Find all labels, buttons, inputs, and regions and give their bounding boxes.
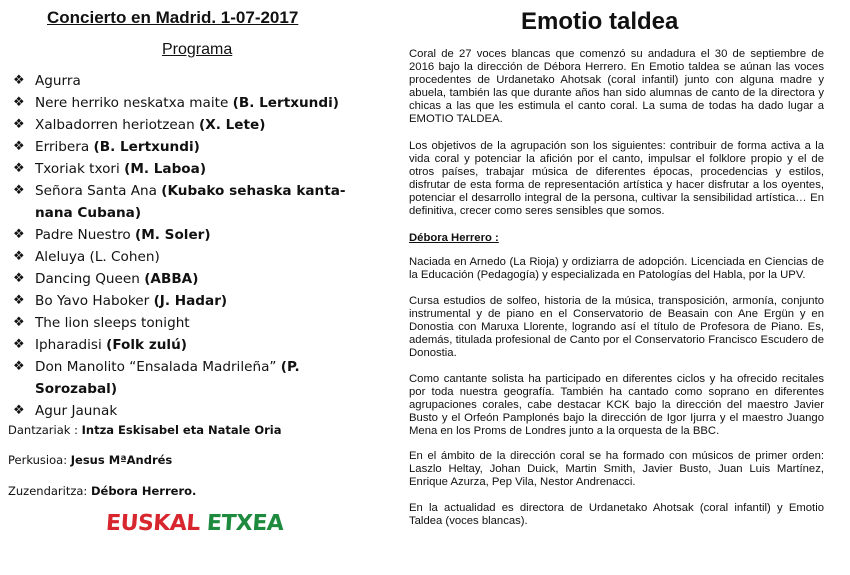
song-title: Señora Santa Ana [35, 183, 157, 199]
right-panel [400, 0, 830, 575]
song-title: Agurra [35, 73, 81, 89]
intro-paragraph: Coral de 27 voces blancas que comenzó su andadura el 30 de septiembre de 2016 bajo la dirección de Débora Herrero. En Emotio taldea se aúnan las voces procedentes de Urdanetako Ahotsak (coral infantil) junto con alguna madre y abuela, también las que durante años han sido alumnas de canto de la directora y chicas a las que les estimula el canto coral. La suma de todas ha dado lugar a EMOTIO TALDEA. [409, 48, 824, 125]
bio-paragraph-studies: Cursa estudios de solfeo, historia de la música, transposición, armonía, conjunto instrumental y de piano en el Conservatorio de Beasain con Ane Ergün y en Donostia con Maruxa Llorente, logrando así el título de Profesora de Piano. Es, además, titulada profesional de Canto por el Conservatorio Francisco Escudero de Donostia. [409, 295, 824, 359]
euskal-etxea-logo [105, 511, 284, 536]
song-author: (M. Laboa) [124, 161, 207, 177]
program-list [13, 70, 368, 422]
program-heading: Programa [162, 41, 233, 58]
diamond-bullet-icon: ❖ [13, 139, 25, 154]
credit-label: Dantzariak : [8, 423, 78, 437]
choir-title: Emotio taldea [521, 8, 679, 35]
concert-title: Concierto en Madrid. 1-07-2017 [47, 8, 299, 27]
song-title: Nere herriko neskatxa maite [35, 95, 229, 111]
program-item [13, 180, 368, 224]
credit-label: Perkusioa: [8, 453, 68, 467]
program-item [13, 246, 368, 268]
bio-paragraph-origin: Naciada en Arnedo (La Rioja) y ordiziarra de adopción. Licenciada en Ciencias de la Educación (Pedagogía) y especializada en Patologías del Habla, por la UPV. [409, 256, 824, 281]
diamond-bullet-icon: ❖ [13, 359, 25, 374]
diamond-bullet-icon: ❖ [13, 403, 25, 418]
credit-percussion [8, 453, 172, 467]
song-title: Xalbadorren heriotzean [35, 117, 195, 133]
program-item [13, 92, 368, 114]
song-author: (ABBA) [144, 271, 199, 287]
program-item [13, 356, 368, 400]
song-title: Txoriak txori [35, 161, 120, 177]
diamond-bullet-icon: ❖ [13, 249, 25, 264]
program-item [13, 334, 368, 356]
program-item [13, 136, 368, 158]
diamond-bullet-icon: ❖ [13, 315, 25, 330]
song-title: Padre Nuestro [35, 227, 131, 243]
song-author: (M. Soler) [135, 227, 211, 243]
song-author: (B. Lertxundi) [232, 95, 339, 111]
song-title: The lion sleeps tonight [35, 315, 190, 331]
logo-word-etxea: ETXEA [205, 511, 285, 536]
song-author: (Kubako sehaska kanta-nana Cubana) [35, 183, 346, 221]
bio-paragraph-training: En el ámbito de la dirección coral se ha formado con músicos de primer orden: Laszlo Heltay, Johan Duick, Martin Smith, Javier Busto, Juan Luis Martínez, Enrique Azurza, Pep Vila, Nestor Andrenacci. [409, 450, 824, 488]
program-item [13, 400, 368, 422]
credit-dancers [8, 423, 282, 437]
credit-direction [8, 484, 196, 498]
song-author: (Folk zulú) [106, 337, 187, 353]
program-item [13, 268, 368, 290]
diamond-bullet-icon: ❖ [13, 161, 25, 176]
director-heading: Débora Herrero : [409, 232, 499, 244]
diamond-bullet-icon: ❖ [13, 183, 25, 198]
diamond-bullet-icon: ❖ [13, 271, 25, 286]
credit-value: Intza Eskisabel eta Natale Oria [81, 423, 282, 437]
song-title: Agur Jaunak [35, 403, 118, 419]
diamond-bullet-icon: ❖ [13, 293, 25, 308]
song-title: Erribera [35, 139, 90, 155]
song-author: (J. Hadar) [153, 293, 228, 309]
logo-word-euskal: EUSKAL [105, 511, 201, 536]
diamond-bullet-icon: ❖ [13, 73, 25, 88]
program-item [13, 224, 368, 246]
bio-paragraph-soloist: Como cantante solista ha participado en diferentes ciclos y ha ofrecido recitales por toda nuestra geografía. También ha cantado como soprano en diferentes agrupaciones corales, cabe destacar KCK bajo la dirección del maestro Javier Busto y el Orfeón Pamplonés bajo la dirección de Igor Ijurra y el maestro Juango Mena en los Proms de Londres junto a la orquesta de la BBC. [409, 373, 824, 437]
song-author: (X. Lete) [199, 117, 266, 133]
diamond-bullet-icon: ❖ [13, 337, 25, 352]
diamond-bullet-icon: ❖ [13, 227, 25, 242]
program-item [13, 114, 368, 136]
credit-value: Jesus MªAndrés [70, 453, 173, 467]
song-title: Aleluya (L. Cohen) [35, 249, 160, 265]
diamond-bullet-icon: ❖ [13, 117, 25, 132]
bio-paragraph-current: En la actualidad es directora de Urdanetako Ahotsak (coral infantil) y Emotio Taldea (voces blancas). [409, 502, 824, 527]
song-title: Dancing Queen [35, 271, 140, 287]
program-item [13, 312, 368, 334]
diamond-bullet-icon: ❖ [13, 95, 25, 110]
program-item [13, 70, 368, 92]
song-author: (B. Lertxundi) [93, 139, 200, 155]
credit-value: Débora Herrero. [90, 484, 197, 498]
song-title: Don Manolito “Ensalada Madrileña” [35, 359, 277, 375]
program-item [13, 158, 368, 180]
objectives-paragraph: Los objetivos de la agrupación son los siguientes: contribuir de forma activa a la vida coral y potenciar la afición por el canto, impulsar el folklore propio y el de otros países, trabajar música de diferentes épocas, procedencias y estilos, disfrutar de esta forma de representación artística y hacer disfrutar a los oyentes, potenciar el desarrollo integral de la persona, cultivar la sensibilidad artística… En definitiva, crecer como seres sensibles que somos. [409, 140, 824, 217]
song-title: Ipharadisi [35, 337, 102, 353]
program-item [13, 290, 368, 312]
credit-label: Zuzendaritza: [8, 484, 88, 498]
left-panel [0, 0, 370, 575]
song-title: Bo Yavo Haboker [35, 293, 150, 309]
song-author: (P. Sorozabal) [35, 359, 300, 397]
